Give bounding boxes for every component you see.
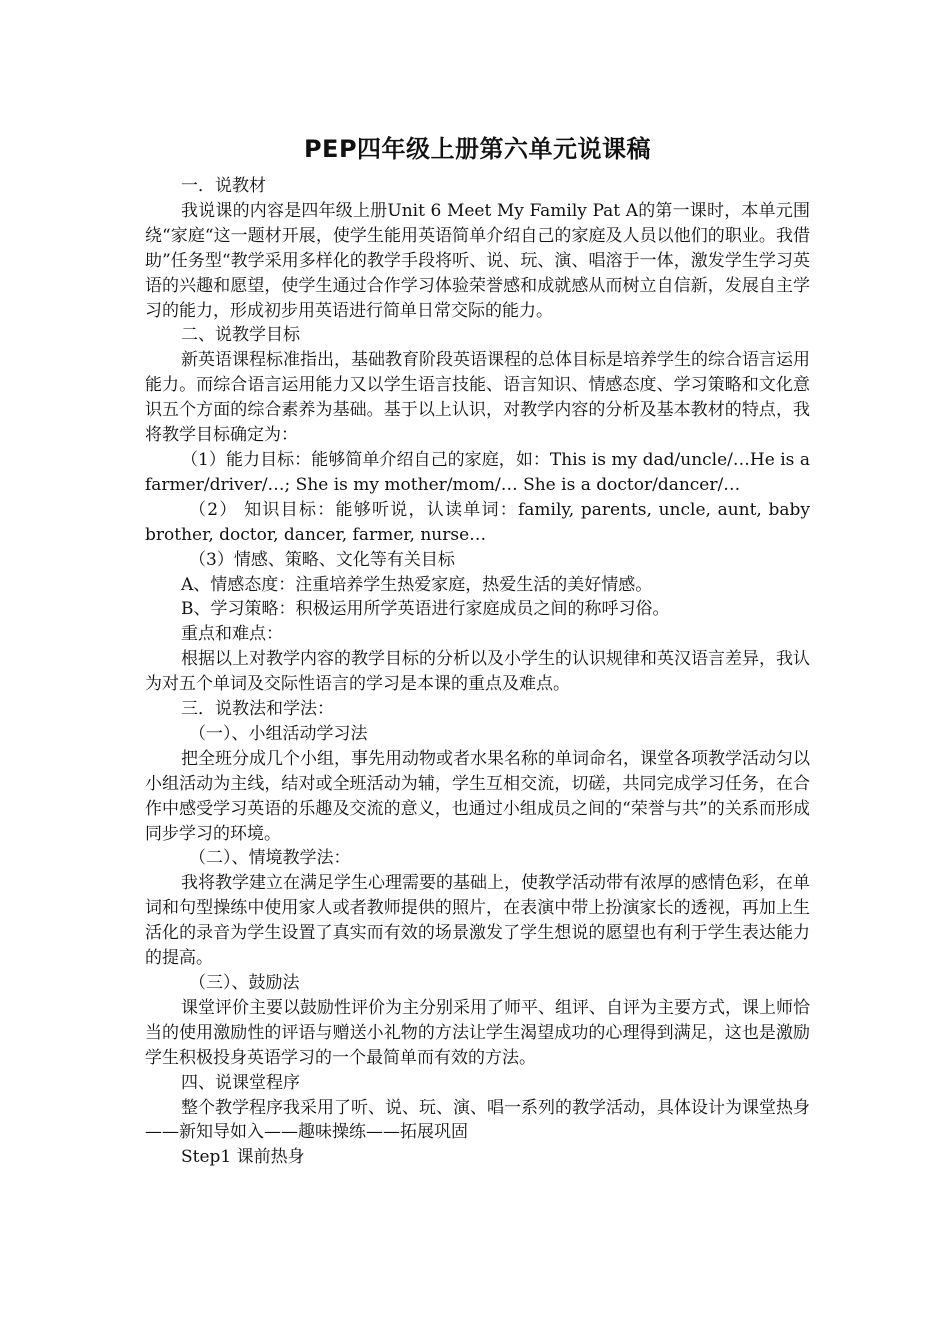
paragraph: 三．说教法和学法： bbox=[181, 699, 334, 720]
paragraph: （2） 知识目标：能够听说，认读单词：family, parents, uncle, aunt, baby brother, doctor, dancer, farmer, nurse… bbox=[145, 499, 810, 545]
document-title: PEP四年级上册第六单元说课稿 bbox=[303, 135, 652, 163]
paragraph: （二）、情境教学法： bbox=[189, 848, 351, 869]
paragraph: 二、说教学目标 bbox=[181, 325, 300, 346]
paragraph: 把全班分成几个小组，事先用动物或者水果名称的单词命名，课堂各项教学活动匀以小组活动为主线，结对或全班活动为辅，学生互相交流，切磋，共同完成学习任务，在合作中感受学习英语的乐趣及交流的意义，也通过小组成员之间的“荣誉与共”的关系而形成同步学习的环境。 bbox=[145, 748, 810, 844]
paragraph: （1）能力目标：能够简单介绍自己的家庭，如：This is my dad/uncle/…He is a farmer/driver/…; She is my mother/mom/… She is a doctor/dancer/… bbox=[145, 449, 810, 495]
paragraph: （三）、鼓励法 bbox=[189, 973, 300, 993]
document-page bbox=[145, 130, 810, 1170]
paragraph: 整个教学程序我采用了听、说、玩、演、唱一系列的教学活动，具体设计为课堂热身——新知导如入——趣味操练——拓展巩固 bbox=[145, 1097, 810, 1143]
paragraph: 我将教学建立在满足学生心理需要的基础上，使教学活动带有浓厚的感情色彩，在单词和句型操练中使用家人或者教师提供的照片，在表演中带上扮演家长的透视，再加上生活化的录音为学生设置了真实而有效的场景激发了学生想说的愿望也有利于学生表达能力的提高。 bbox=[145, 873, 810, 969]
paragraph: 根据以上对教学内容的教学目标的分析以及小学生的认识规律和英汉语言差异，我认为对五个单词及交际性语言的学习是本课的重点及难点。 bbox=[145, 649, 810, 695]
paragraph: 重点和难点： bbox=[181, 624, 283, 645]
paragraph: （一）、小组活动学习法 bbox=[189, 723, 368, 744]
paragraph: 我说课的内容是四年级上册Unit 6 Meet My Family Pat A的第一课时，本单元围绕“家庭“这一题材开展，使学生能用英语简单介绍自己的家庭及人员以他们的职业。我借助”任务型“教学采用多样化的教学手段将听、说、玩、演、唱溶于一体，激发学生学习英语的兴趣和愿望，使学生通过合作学习体验荣誉感和成就感从而树立自信新，发展自主学习的能力，形成初步用英语进行简单日常交际的能力。 bbox=[145, 200, 810, 321]
paragraph: 一．说教材 bbox=[181, 176, 266, 196]
paragraph: 四、说课堂程序 bbox=[181, 1072, 300, 1093]
document-body bbox=[145, 174, 810, 1170]
paragraph: 课堂评价主要以鼓励性评价为主分别采用了师平、组评、自评为主要方式，课上师恰当的使用激励性的评语与赠送小礼物的方法让学生渴望成功的心理得到满足，这也是激励学生积极投身英语学习的一个最简单而有效的方法。 bbox=[145, 997, 810, 1068]
paragraph: （3）情感、策略、文化等有关目标 bbox=[189, 549, 455, 570]
paragraph: 新英语课程标准指出，基础教育阶段英语课程的总体目标是培养学生的综合语言运用能力。而综合语言运用能力又以学生语言技能、语言知识、情感态度、学习策略和文化意识五个方面的综合素养为基础。基于以上认识，对教学内容的分析及基本教材的特点，我将教学目标确定为： bbox=[145, 350, 810, 446]
paragraph: Step1 课前热身 bbox=[181, 1147, 305, 1168]
paragraph: B、学习策略：积极运用所学英语进行家庭成员之间的称呼习俗。 bbox=[181, 599, 670, 620]
paragraph: A、情感态度：注重培养学生热爱家庭，热爱生活的美好情感。 bbox=[181, 574, 653, 595]
